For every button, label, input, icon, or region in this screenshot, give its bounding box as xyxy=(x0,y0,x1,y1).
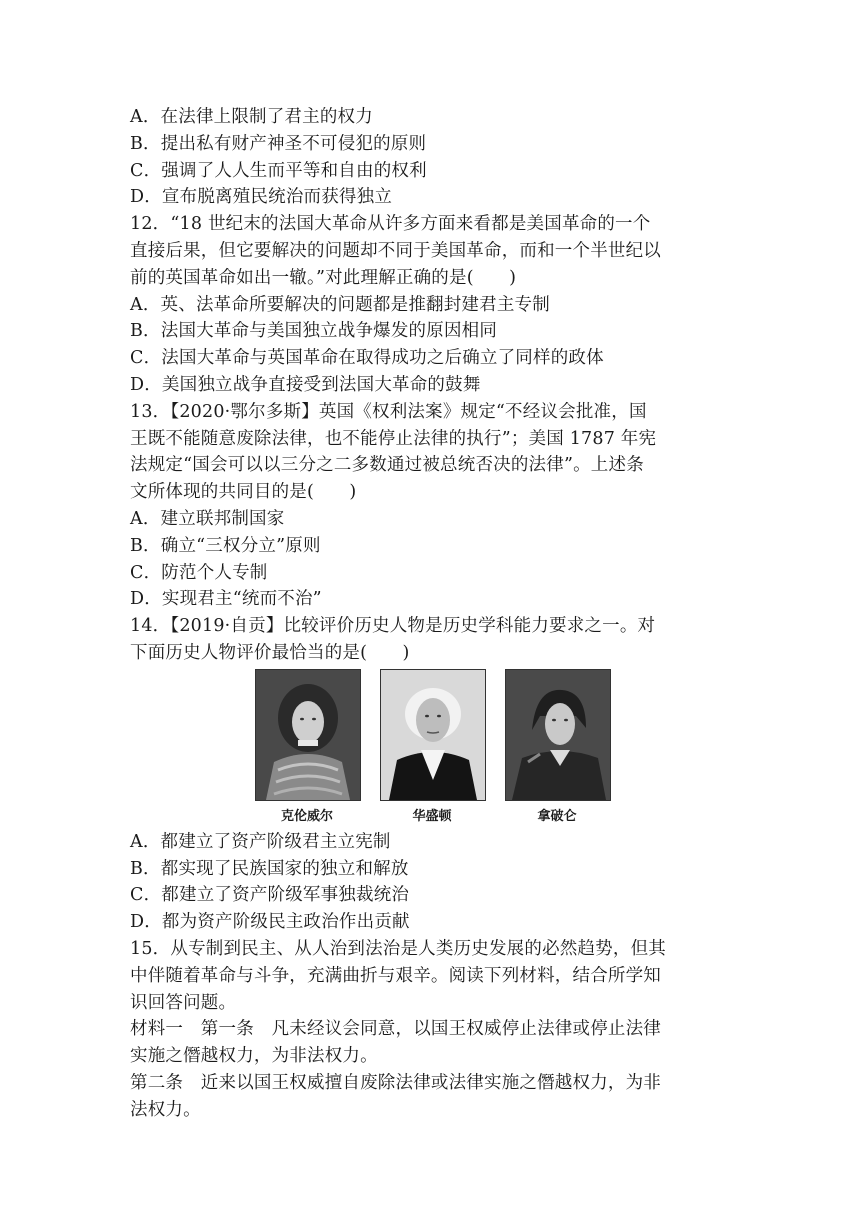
question-stem-line: 法规定“国会可以以三分之二多数通过被总统否决的法律”。上述条 xyxy=(130,455,644,476)
question-11-options xyxy=(130,104,730,211)
exam-page xyxy=(130,104,730,1124)
question-stem-line: 前的英国革命如出一辙。”对此理解正确的是( ) xyxy=(130,267,517,288)
question-stem-line: 王既不能随意废除法律，也不能停止法律的执行”；美国 1787 年宪 xyxy=(130,428,657,449)
portrait-figure xyxy=(130,667,730,829)
question-13 xyxy=(130,399,730,613)
question-15 xyxy=(130,936,730,1124)
option-a: A．都建立了资产阶级君主立宪制 xyxy=(130,831,391,852)
option-c: C．防范个人专制 xyxy=(130,562,268,583)
question-stem-line: 下面历史人物评价最恰当的是( ) xyxy=(130,642,410,663)
option-a: A．在法律上限制了君主的权力 xyxy=(130,107,373,127)
option-a: A．英、法革命所要解决的问题都是推翻封建君主专制 xyxy=(130,294,550,315)
portrait-caption: 拿破仑 xyxy=(537,808,577,824)
option-d: D．宣布脱离殖民统治而获得独立 xyxy=(130,187,393,208)
material-line: 实施之僭越权力，为非法权力。 xyxy=(130,1046,378,1067)
question-stem-line: 13．【2020·鄂尔多斯】英国《权利法案》规定“不经议会批准，国 xyxy=(130,401,647,422)
option-a: A．建立联邦制国家 xyxy=(130,508,285,529)
question-14 xyxy=(130,613,730,936)
material-line: 第二条 近来以国王权威擅自废除法律或法律实施之僭越权力，为非 xyxy=(130,1072,661,1093)
question-stem-line: 识回答问题。 xyxy=(130,992,237,1013)
question-stem-line: 直接后果，但它要解决的问题却不同于美国革命，而和一个半世纪以 xyxy=(130,240,661,261)
material-line: 法权力。 xyxy=(130,1099,201,1120)
cromwell-portrait xyxy=(255,669,361,801)
option-b: B．都实现了民族国家的独立和解放 xyxy=(130,858,409,879)
option-b: B．法国大革命与美国独立战争爆发的原因相同 xyxy=(130,321,498,342)
option-b: B．提出私有财产神圣不可侵犯的原则 xyxy=(130,133,427,154)
option-c: C．法国大革命与英国革命在取得成功之后确立了同样的政体 xyxy=(130,348,604,369)
question-stem-line: 14．【2019·自贡】比较评价历史人物是历史学科能力要求之一。对 xyxy=(130,616,656,637)
question-stem-line: 15．从专制到民主、从人治到法治是人类历史发展的必然趋势，但其 xyxy=(130,938,666,959)
washington-portrait xyxy=(380,669,486,801)
question-12 xyxy=(130,211,730,399)
option-d: D．都为资产阶级民主政治作出贡献 xyxy=(130,912,410,933)
option-d: D．美国独立战争直接受到法国大革命的鼓舞 xyxy=(130,374,481,395)
portrait-caption: 克伦威尔 xyxy=(280,808,333,824)
portrait-caption: 华盛顿 xyxy=(412,808,452,824)
question-stem-line: 文所体现的共同目的是( ) xyxy=(130,482,357,503)
option-d: D．实现君主“统而不治” xyxy=(130,589,322,610)
material-line: 材料一 第一条 凡未经议会同意，以国王权威停止法律或停止法律 xyxy=(130,1019,661,1040)
napoleon-portrait xyxy=(505,669,611,801)
option-c: C．都建立了资产阶级军事独裁统治 xyxy=(130,885,410,906)
question-stem-line: 12．“18 世纪末的法国大革命从许多方面来看都是美国革命的一个 xyxy=(130,214,651,235)
option-b: B．确立“三权分立”原则 xyxy=(130,535,321,556)
option-c: C．强调了人人生而平等和自由的权利 xyxy=(130,160,427,181)
question-stem-line: 中伴随着革命与斗争，充满曲折与艰辛。阅读下列材料，结合所学知 xyxy=(130,965,661,986)
